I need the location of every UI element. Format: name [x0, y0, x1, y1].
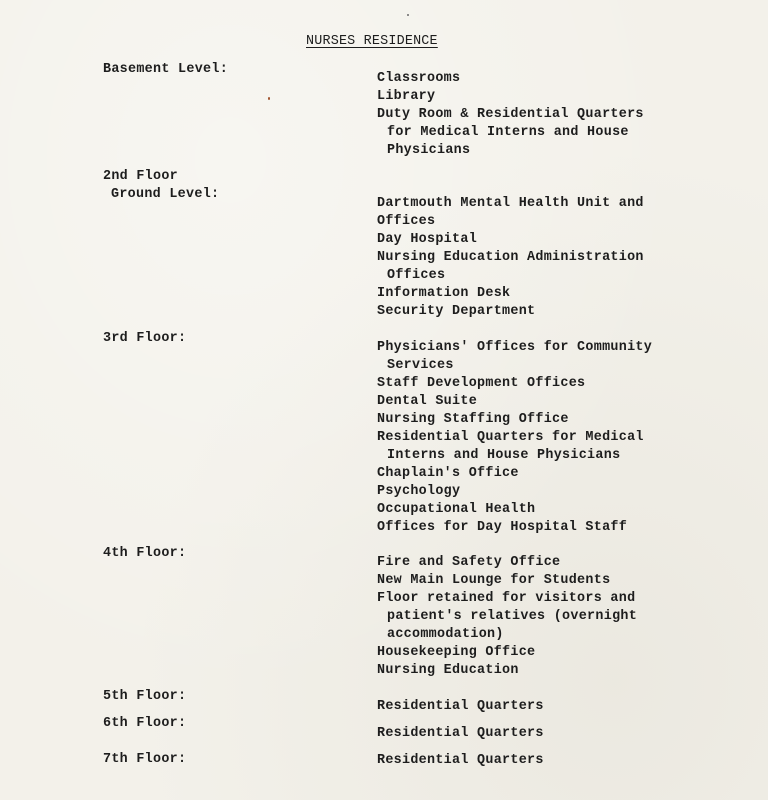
room-entry-continuation: Offices	[387, 268, 446, 283]
room-entry: Classrooms	[377, 71, 461, 86]
room-entry: Psychology	[377, 484, 461, 499]
room-entry: Library	[377, 89, 436, 104]
room-entry-continuation: accommodation)	[387, 627, 504, 642]
room-entry-continuation: Services	[387, 358, 454, 373]
room-entry: Fire and Safety Office	[377, 555, 561, 570]
room-entry: Nursing Staffing Office	[377, 412, 569, 427]
room-entry: Dartmouth Mental Health Unit and	[377, 196, 644, 211]
room-entry: Housekeeping Office	[377, 645, 536, 660]
floor-label-7th-floor: 7th Floor:	[103, 752, 187, 767]
room-entry: Floor retained for visitors and	[377, 591, 636, 606]
room-entry-continuation: for Medical Interns and House	[387, 125, 629, 140]
room-entry: Nursing Education	[377, 663, 519, 678]
room-entry: Staff Development Offices	[377, 376, 586, 391]
room-entry: Duty Room & Residential Quarters	[377, 107, 644, 122]
paper-speck	[268, 97, 270, 100]
floor-label-4th-floor: 4th Floor:	[103, 546, 187, 561]
room-entry: Residential Quarters	[377, 753, 544, 768]
room-entry: Nursing Education Administration	[377, 250, 644, 265]
room-entry: Offices for Day Hospital Staff	[377, 520, 628, 535]
room-entry-continuation: Physicians	[387, 143, 471, 158]
room-entry: Dental Suite	[377, 394, 478, 409]
room-entry-continuation: Interns and House Physicians	[387, 448, 621, 463]
room-entry: Residential Quarters	[377, 699, 544, 714]
room-entry: Chaplain's Office	[377, 466, 519, 481]
room-entry-continuation: patient's relatives (overnight	[387, 609, 638, 624]
room-entry: Information Desk	[377, 286, 511, 301]
floor-label-3rd-floor: 3rd Floor:	[103, 331, 187, 346]
floor-label-2nd-floor: 2nd Floor	[103, 169, 179, 184]
room-entry: Residential Quarters	[377, 726, 544, 741]
room-entry: Physicians' Offices for Community	[377, 340, 653, 355]
floor-label-ground-level: Ground Level:	[111, 187, 220, 202]
room-entry: Day Hospital	[377, 232, 478, 247]
room-entry: Offices	[377, 214, 436, 229]
floor-label-5th-floor: 5th Floor:	[103, 689, 187, 704]
room-entry: Security Department	[377, 304, 536, 319]
room-entry: Occupational Health	[377, 502, 536, 517]
room-entry: Residential Quarters for Medical	[377, 430, 644, 445]
page-title: NURSES RESIDENCE	[306, 34, 438, 49]
paper-speck	[407, 14, 409, 16]
room-entry: New Main Lounge for Students	[377, 573, 611, 588]
floor-label-basement: Basement Level:	[103, 62, 229, 77]
floor-label-6th-floor: 6th Floor:	[103, 716, 187, 731]
